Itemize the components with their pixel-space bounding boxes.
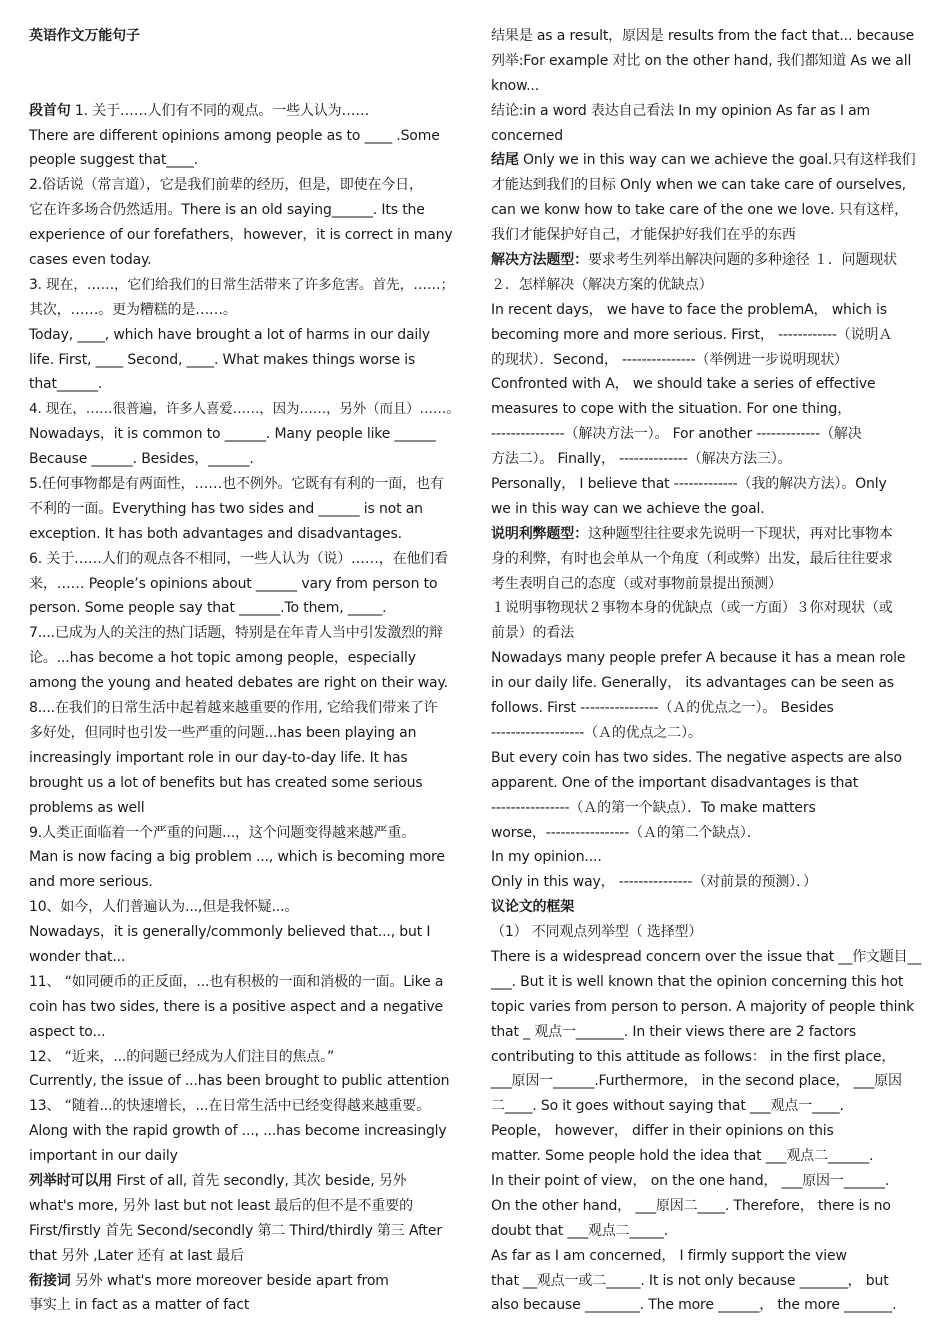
left-line bbox=[29, 746, 459, 771]
line-text: Today, ____, which have brought a lot of harms in our daily bbox=[29, 326, 431, 343]
line-text: cases even today. bbox=[29, 252, 152, 269]
left-line bbox=[29, 845, 459, 870]
line-text: ２．怎样解决（解决方案的优缺点） bbox=[491, 276, 713, 293]
section-heading: 说明利弊题型： bbox=[491, 525, 588, 542]
line-text: important in our daily bbox=[29, 1148, 178, 1165]
right-line bbox=[491, 870, 921, 895]
line-text: 我们才能保护好自己，才能保护好我们在乎的东西 bbox=[491, 227, 796, 244]
line-text: 4. 现在，……很普遍，许多人喜爱……，因为……，另外（而且）……。 bbox=[29, 401, 460, 418]
left-line bbox=[29, 547, 459, 572]
right-line bbox=[491, 74, 921, 99]
right-line bbox=[491, 1020, 921, 1045]
line-text: person. Some people say that ______.To them, _____. bbox=[29, 600, 387, 617]
line-text: 事实上 in fact as a matter of fact bbox=[29, 1297, 250, 1314]
line-text: 列举:For example 对比 on the other hand, 我们都知道 As we all bbox=[491, 52, 912, 69]
line-text: Because ______. Besides，______. bbox=[29, 451, 254, 468]
right-line bbox=[491, 99, 921, 124]
line-text: concerned bbox=[491, 127, 563, 144]
left-line bbox=[29, 1094, 459, 1119]
section-heading: 列举时可以用 bbox=[29, 1172, 113, 1189]
line-text: experience of our forefathers，however，it is correct in many bbox=[29, 227, 453, 244]
line-text: measures to cope with the situation. For one thing， bbox=[491, 401, 852, 418]
line-text: 方法二）。 Finally， --------------（解决方法三）。 bbox=[491, 451, 792, 468]
line-text: worse，-----------------（Ａ的第二个缺点）． bbox=[491, 824, 761, 841]
left-line bbox=[29, 198, 459, 223]
right-line bbox=[491, 1119, 921, 1144]
left-line bbox=[29, 1219, 459, 1244]
right-line bbox=[491, 1045, 921, 1070]
right-line bbox=[491, 821, 921, 846]
left-line bbox=[29, 447, 459, 472]
line-text: apparent. One of the important disadvantages is that bbox=[491, 774, 859, 791]
line-text: People， however， differ in their opinions on this bbox=[491, 1123, 834, 1140]
line-text: exception. It has both advantages and disadvantages. bbox=[29, 525, 402, 542]
line-text: matter. Some people hold the idea that ___观点二______. bbox=[491, 1148, 874, 1165]
right-line bbox=[491, 372, 921, 397]
line-text: 8....在我们的日常生活中起着越来越重要的作用, 它给我们带来了许 bbox=[29, 700, 438, 717]
right-line bbox=[491, 721, 921, 746]
left-line bbox=[29, 24, 459, 49]
left-line bbox=[29, 646, 459, 671]
right-line bbox=[491, 646, 921, 671]
line-text: 7....已成为人的关注的热门话题，特别是在年青人当中引发激烈的辩 bbox=[29, 625, 443, 642]
right-line bbox=[491, 173, 921, 198]
left-line bbox=[29, 671, 459, 696]
line-text: Man is now facing a big problem ..., which is becoming more bbox=[29, 849, 445, 866]
line-text: In recent days， we have to face the problemA， which is bbox=[491, 301, 887, 318]
line-text: problems as well bbox=[29, 799, 145, 816]
left-line bbox=[29, 323, 459, 348]
line-text: Only we in this way can we achieve the goal.只有这样我们 bbox=[518, 152, 916, 169]
right-line bbox=[491, 1244, 921, 1269]
right-line bbox=[491, 24, 921, 49]
left-line bbox=[29, 49, 459, 74]
left-line bbox=[29, 920, 459, 945]
line-text: ----------------（Ａ的第一个缺点）．To make matters bbox=[491, 799, 816, 816]
left-line bbox=[29, 348, 459, 373]
left-line bbox=[29, 796, 459, 821]
line-text: 的现状）．Second， ---------------（举例进一步说明现状） bbox=[491, 351, 848, 368]
line-text: There is a widespread concern over the issue that __作文题目__ bbox=[491, 948, 922, 965]
line-text: brought us a lot of benefits but has created some serious bbox=[29, 774, 423, 791]
line-text: follows. First ----------------（Ａ的优点之一）。 Besides bbox=[491, 700, 834, 717]
left-line bbox=[29, 572, 459, 597]
line-text: ___原因一______.Furthermore， in the second place， ___原因 bbox=[491, 1073, 902, 1090]
section-heading: 衔接词 bbox=[29, 1272, 71, 1289]
right-line bbox=[491, 696, 921, 721]
left-line bbox=[29, 970, 459, 995]
line-text: 不利的一面。Everything has two sides and ______ is not an bbox=[29, 500, 423, 517]
right-line bbox=[491, 1293, 921, 1318]
line-text: 6. 关于……人们的观点各不相同，一些人认为（说）……，在他们看 bbox=[29, 550, 449, 567]
left-line bbox=[29, 696, 459, 721]
right-line bbox=[491, 596, 921, 621]
right-line bbox=[491, 845, 921, 870]
right-line bbox=[491, 671, 921, 696]
line-text: doubt that ___观点二_____. bbox=[491, 1222, 669, 1239]
right-line bbox=[491, 248, 921, 273]
right-line bbox=[491, 1069, 921, 1094]
line-text: First/firstly 首先 Second/secondly 第二 Third/thirdly 第三 After bbox=[29, 1222, 442, 1239]
line-text: in our daily life. Generally， its advantages can be seen as bbox=[491, 675, 894, 692]
line-text: Confronted with A， we should take a series of effective bbox=[491, 376, 876, 393]
right-line bbox=[491, 1194, 921, 1219]
line-text: 才能达到我们的目标 Only when we can take care of ourselves, bbox=[491, 177, 906, 194]
right-column bbox=[491, 24, 921, 1318]
left-line bbox=[29, 821, 459, 846]
line-text: First of all, 首先 secondly, 其次 beside, 另外 bbox=[112, 1172, 407, 1189]
line-text: contributing to this attitude as follows： in the first place， bbox=[491, 1048, 896, 1065]
line-text: There are different opinions among people as to ____ .Some bbox=[29, 127, 440, 144]
line-text: 11、 “如同硬币的正反面，...也有积极的一面和消极的一面。Like a bbox=[29, 973, 444, 990]
line-text: among the young and heated debates are right on their way. bbox=[29, 675, 448, 692]
left-line bbox=[29, 522, 459, 547]
line-text: Personally， I believe that -------------（我的解决方法）。Only bbox=[491, 476, 887, 493]
left-line bbox=[29, 870, 459, 895]
line-text: Only in this way， ---------------（对前景的预测）．） bbox=[491, 874, 817, 891]
left-line bbox=[29, 298, 459, 323]
line-text: we in this way can we achieve the goal. bbox=[491, 500, 765, 517]
left-line bbox=[29, 1144, 459, 1169]
line-text: Currently, the issue of ...has been brought to public attention bbox=[29, 1073, 450, 1090]
left-line bbox=[29, 472, 459, 497]
line-text: 来，…… People’s opinions about ______ vary from person to bbox=[29, 575, 438, 592]
line-text: １说明事物现状２事物本身的优缺点（或一方面）３你对现状（或 bbox=[491, 600, 893, 617]
right-line bbox=[491, 223, 921, 248]
line-text: 结果是 as a result，原因是 results from the fact that... because bbox=[491, 28, 915, 44]
left-line bbox=[29, 1293, 459, 1318]
left-line bbox=[29, 497, 459, 522]
line-text: On the other hand， ___原因二____. Therefore， there is no bbox=[491, 1197, 891, 1214]
line-text: 身的利弊，有时也会单从一个角度（利或弊）出发，最后往往要求 bbox=[491, 550, 893, 567]
left-line bbox=[29, 1020, 459, 1045]
right-line bbox=[491, 148, 921, 173]
left-line bbox=[29, 1069, 459, 1094]
right-line bbox=[491, 397, 921, 422]
left-line bbox=[29, 148, 459, 173]
line-text: 二____. So it goes without saying that ___观点一____. bbox=[491, 1098, 844, 1115]
line-text: 这种题型往往要求先说明一下现状，再对比事物本 bbox=[587, 525, 893, 542]
line-text: people suggest that____. bbox=[29, 152, 198, 169]
right-line bbox=[491, 1144, 921, 1169]
line-text: But every coin has two sides. The negative aspects are also bbox=[491, 749, 902, 766]
right-line bbox=[491, 447, 921, 472]
left-line bbox=[29, 1119, 459, 1144]
line-text: （1） 不同观点列举型（ 选择型） bbox=[491, 924, 703, 941]
line-text: Along with the rapid growth of ..., ...has become increasingly bbox=[29, 1123, 447, 1140]
line-text: becoming more and more serious. First， ------------（说明Ａ bbox=[491, 326, 893, 343]
left-line bbox=[29, 945, 459, 970]
line-text: 结论:in a word 表达自己看法 In my opinion As far as I am bbox=[491, 102, 871, 119]
right-line bbox=[491, 920, 921, 945]
left-line bbox=[29, 721, 459, 746]
right-line bbox=[491, 771, 921, 796]
right-line bbox=[491, 348, 921, 373]
right-line bbox=[491, 995, 921, 1020]
line-text: 10、如今，人们普遍认为...,但是我怀疑...。 bbox=[29, 899, 299, 916]
left-line bbox=[29, 248, 459, 273]
line-text: 5.任何事物都是有两面性，……也不例外。它既有有利的一面，也有 bbox=[29, 476, 444, 493]
right-line bbox=[491, 124, 921, 149]
right-line bbox=[491, 1094, 921, 1119]
left-line bbox=[29, 771, 459, 796]
line-text: also because ________. The more ______， the more _______. bbox=[491, 1297, 897, 1314]
line-text: increasingly important role in our day-to-day life. It has bbox=[29, 749, 408, 766]
line-text: 要求考生列举出解决问题的多种途径 １．问题现状 bbox=[587, 252, 897, 269]
right-line bbox=[491, 422, 921, 447]
right-line bbox=[491, 895, 921, 920]
left-line bbox=[29, 621, 459, 646]
line-text: 其次，……。更为糟糕的是……。 bbox=[29, 301, 237, 318]
section-heading: 议论文的框架 bbox=[491, 899, 575, 916]
left-column bbox=[29, 24, 459, 1318]
left-line bbox=[29, 124, 459, 149]
section-heading: 段首句 bbox=[29, 102, 71, 119]
line-text: can we konw how to take care of the one we love. 只有这样， bbox=[491, 202, 908, 219]
right-line bbox=[491, 1169, 921, 1194]
left-line bbox=[29, 1269, 459, 1294]
line-text: 13、 “随着...的快速增长，...在日常生活中已经变得越来越重要。 bbox=[29, 1098, 430, 1115]
line-text: and more serious. bbox=[29, 874, 153, 891]
left-line bbox=[29, 895, 459, 920]
left-line bbox=[29, 273, 459, 298]
left-line bbox=[29, 99, 459, 124]
line-text: 它在许多场合仍然适用。There is an old saying______. Its the bbox=[29, 202, 425, 219]
right-line bbox=[491, 298, 921, 323]
left-line bbox=[29, 74, 459, 99]
document-title: 英语作文万能句子 bbox=[29, 28, 140, 44]
line-text: 3. 现在，……，它们给我们的日常生活带来了许多危害。首先，……； bbox=[29, 276, 455, 293]
right-line bbox=[491, 945, 921, 970]
line-text: wonder that... bbox=[29, 948, 126, 965]
left-line bbox=[29, 223, 459, 248]
right-line bbox=[491, 49, 921, 74]
line-text: what's more, 另外 last but not least 最后的但不是不重要的 bbox=[29, 1197, 413, 1214]
right-line bbox=[491, 746, 921, 771]
right-line bbox=[491, 1219, 921, 1244]
line-text: know... bbox=[491, 77, 540, 94]
line-text: ___. But it is well known that the opinion concerning this hot bbox=[491, 973, 904, 990]
left-line bbox=[29, 1169, 459, 1194]
left-line bbox=[29, 995, 459, 1020]
right-line bbox=[491, 621, 921, 646]
right-line bbox=[491, 1269, 921, 1294]
right-line bbox=[491, 522, 921, 547]
line-text: -------------------（Ａ的优点之二）。 bbox=[491, 724, 702, 741]
line-text: coin has two sides, there is a positive aspect and a negative bbox=[29, 998, 443, 1015]
left-line bbox=[29, 1244, 459, 1269]
line-text: 9.人类正面临着一个严重的问题...，这个问题变得越来越严重。 bbox=[29, 824, 416, 841]
line-text: As far as I am concerned， I firmly support the view bbox=[491, 1247, 847, 1264]
line-text: In their point of view， on the one hand， ___原因一______. bbox=[491, 1172, 890, 1189]
line-text: Nowadays many people prefer A because it has a mean role bbox=[491, 650, 906, 667]
line-text: 1. 关于……人们有不同的观点。一些人认为…… bbox=[70, 102, 370, 119]
right-line bbox=[491, 323, 921, 348]
right-line bbox=[491, 198, 921, 223]
right-line bbox=[491, 572, 921, 597]
line-text: In my opinion.... bbox=[491, 849, 602, 866]
right-line bbox=[491, 796, 921, 821]
right-line bbox=[491, 472, 921, 497]
left-line bbox=[29, 1194, 459, 1219]
left-line bbox=[29, 596, 459, 621]
right-line bbox=[491, 497, 921, 522]
line-text: 另外 what's more moreover beside apart from bbox=[70, 1272, 389, 1289]
left-line bbox=[29, 372, 459, 397]
left-line bbox=[29, 1045, 459, 1070]
line-text: 前景）的看法 bbox=[491, 625, 575, 642]
section-heading: 结尾 bbox=[491, 152, 519, 169]
right-line bbox=[491, 547, 921, 572]
line-text: Nowadays，it is generally/commonly believed that..., but I bbox=[29, 924, 431, 941]
left-line bbox=[29, 422, 459, 447]
right-line bbox=[491, 970, 921, 995]
line-text: aspect to... bbox=[29, 1023, 106, 1040]
left-line bbox=[29, 397, 459, 422]
right-line bbox=[491, 273, 921, 298]
line-text: that 另外 ,Later 还有 at last 最后 bbox=[29, 1247, 244, 1264]
section-heading: 解决方法题型： bbox=[491, 252, 588, 269]
line-text: 2.俗话说（常言道），它是我们前辈的经历，但是，即使在今日， bbox=[29, 177, 423, 194]
line-text: 论。...has become a hot topic among people，especially bbox=[29, 650, 416, 667]
line-text: that _ 观点一_______. In their views there are 2 factors bbox=[491, 1023, 857, 1040]
line-text: 12、 “近来，...的问题已经成为人们注目的焦点。” bbox=[29, 1048, 335, 1065]
line-text: life. First, ____ Second, ____. What makes things worse is bbox=[29, 351, 416, 368]
line-text: 考生表明自己的态度（或对事物前景提出预测） bbox=[491, 575, 782, 592]
line-text: 多好处，但同时也引发一些严重的问题...has been playing an bbox=[29, 724, 417, 741]
line-text: that __观点一或二_____. It is not only because _______， but bbox=[491, 1272, 889, 1289]
left-line bbox=[29, 173, 459, 198]
line-text: that______. bbox=[29, 376, 103, 393]
line-text: Nowadays，it is common to ______. Many people like ______ bbox=[29, 426, 436, 443]
line-text: topic varies from person to person. A majority of people think bbox=[491, 998, 915, 1015]
line-text: ---------------（解决方法一）。 For another -------------（解决 bbox=[491, 426, 862, 443]
